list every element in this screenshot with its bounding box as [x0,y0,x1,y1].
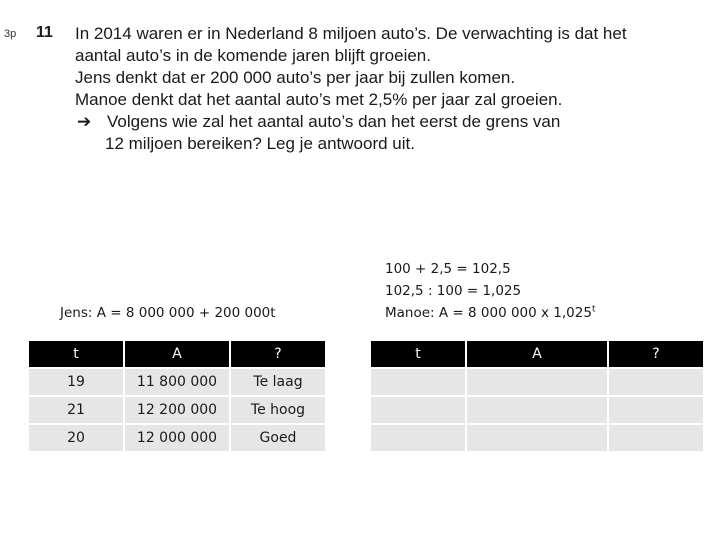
manoe-formula-base: Manoe: A = 8 000 000 x 1,025 [385,305,592,321]
manoe-calc-line: 100 + 2,5 = 102,5 [385,261,511,277]
cell-t: 21 [29,397,123,423]
cell-t [371,369,465,395]
cell-t: 19 [29,369,123,395]
table-row [371,397,703,423]
cell-t: 20 [29,425,123,451]
cell-check [609,369,703,395]
cell-check [609,397,703,423]
cell-a: 12 000 000 [125,425,229,451]
question-line: In 2014 waren er in Nederland 8 miljoen auto’s. De verwachting is dat het [75,24,627,43]
cell-a [467,397,607,423]
header-t: t [371,341,465,367]
question-text [75,23,715,155]
question-line: Manoe denkt dat het aantal auto’s met 2,5% per jaar zal groeien. [75,90,563,109]
header-t: t [29,341,123,367]
cell-a: 12 200 000 [125,397,229,423]
question-number: 11 [36,24,53,41]
table-row [371,425,703,451]
points-label: 3p [4,28,17,40]
manoe-formula [385,302,595,324]
task-line [75,111,715,133]
arrow-right-icon: ➔ [77,112,92,131]
header-check: ? [609,341,703,367]
manoe-table [369,339,705,453]
manoe-calculation [385,258,595,324]
table-row [29,369,325,395]
header-a: A [125,341,229,367]
task-text: Volgens wie zal het aantal auto’s dan het eerst de grens van [107,112,561,131]
jens-table [27,339,327,453]
table-header-row [29,341,325,367]
manoe-formula-exponent: t [591,304,596,315]
cell-a: 11 800 000 [125,369,229,395]
question-line: aantal auto’s in de komende jaren blijft groeien. [75,46,431,65]
header-check: ? [231,341,325,367]
table-row [29,425,325,451]
cell-a [467,369,607,395]
task-line-continued: 12 miljoen bereiken? Leg je antwoord uit. [105,134,415,153]
cell-check: Te laag [231,369,325,395]
table-header-row [371,341,703,367]
cell-check [609,425,703,451]
table-row [371,369,703,395]
cell-a [467,425,607,451]
cell-check: Goed [231,425,325,451]
manoe-calc-line: 102,5 : 100 = 1,025 [385,283,522,299]
table-row [29,397,325,423]
question-line: Jens denkt dat er 200 000 auto’s per jaar bij zullen komen. [75,68,516,87]
cell-t [371,425,465,451]
jens-formula: Jens: A = 8 000 000 + 200 000t [60,305,276,321]
header-a: A [467,341,607,367]
cell-check: Te hoog [231,397,325,423]
cell-t [371,397,465,423]
